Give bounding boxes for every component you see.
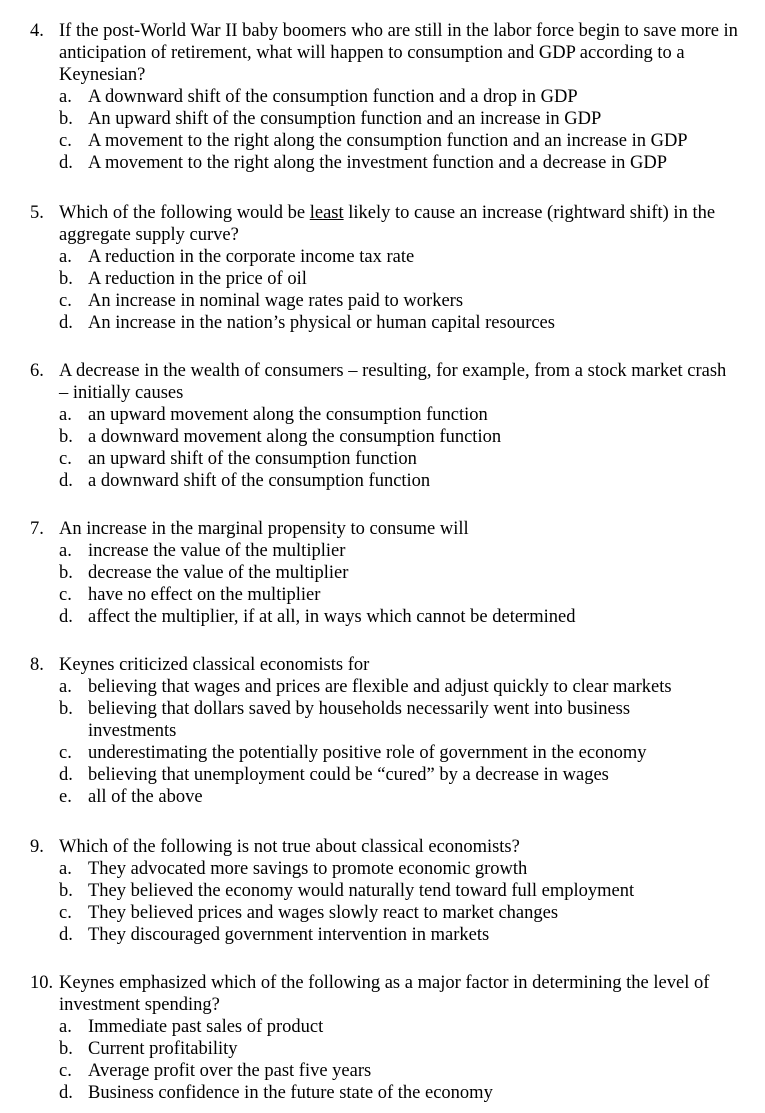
question-stem xyxy=(30,518,740,540)
option-letter: b. xyxy=(59,109,73,129)
answer-options xyxy=(30,404,740,492)
option-text: increase the value of the multiplier xyxy=(88,541,346,561)
question-number: 10. xyxy=(30,973,54,993)
option-text: Business confidence in the future state of the economy xyxy=(88,1083,493,1103)
question-stem xyxy=(30,654,740,676)
option-text: believing that dollars saved by households necessarily went into business investments xyxy=(88,699,631,741)
question-text: Keynes emphasized which of the following as a major factor in determining the level of investment spending? xyxy=(59,973,710,1015)
question-text: A decrease in the wealth of consumers – resulting, for example, from a stock market crash – initially causes xyxy=(59,361,727,403)
option-text: have no effect on the multiplier xyxy=(88,585,321,605)
option-text: underestimating the potentially positive role of government in the economy xyxy=(88,743,647,763)
question-text: Which of the following would be least likely to cause an increase (rightward shift) in the aggregate supply curve? xyxy=(59,203,716,245)
option-text: believing that wages and prices are flexible and adjust quickly to clear markets xyxy=(88,677,672,697)
option-letter: a. xyxy=(59,859,72,879)
option-text: decrease the value of the multiplier xyxy=(88,563,349,583)
option-d xyxy=(30,312,740,334)
question-stem xyxy=(30,20,740,86)
option-b xyxy=(30,880,740,902)
question-9 xyxy=(30,836,740,946)
option-letter: c. xyxy=(59,1061,72,1081)
option-letter: b. xyxy=(59,1039,73,1059)
option-text: A downward shift of the consumption function and a drop in GDP xyxy=(88,87,578,107)
option-letter: c. xyxy=(59,743,72,763)
option-c xyxy=(30,742,740,764)
option-text: an upward shift of the consumption function xyxy=(88,449,417,469)
option-d xyxy=(30,606,740,628)
question-text: If the post-World War II baby boomers who are still in the labor force begin to save more in anticipation of retirement, what will happen to consumption and GDP according to a Keynesian? xyxy=(59,21,738,85)
option-b xyxy=(30,108,740,130)
option-letter: b. xyxy=(59,427,73,447)
option-letter: c. xyxy=(59,585,72,605)
option-letter: a. xyxy=(59,247,72,267)
option-c xyxy=(30,130,740,152)
option-b xyxy=(30,268,740,290)
option-a xyxy=(30,404,740,426)
option-d xyxy=(30,1082,740,1104)
option-text: Immediate past sales of product xyxy=(88,1017,324,1037)
option-text: They believed the economy would naturally tend toward full employment xyxy=(88,881,635,901)
option-text: An upward shift of the consumption function and an increase in GDP xyxy=(88,109,602,129)
option-letter: d. xyxy=(59,925,73,945)
answer-options xyxy=(30,86,740,174)
option-letter: d. xyxy=(59,607,73,627)
option-letter: c. xyxy=(59,291,72,311)
question-stem xyxy=(30,972,740,1016)
option-a xyxy=(30,86,740,108)
question-stem xyxy=(30,360,740,404)
option-letter: c. xyxy=(59,903,72,923)
question-number: 6. xyxy=(30,361,44,381)
option-letter: b. xyxy=(59,269,73,289)
option-d xyxy=(30,764,740,786)
option-d xyxy=(30,924,740,946)
option-letter: a. xyxy=(59,541,72,561)
option-text: A movement to the right along the investment function and a decrease in GDP xyxy=(88,153,668,173)
answer-options xyxy=(30,540,740,628)
question-number: 5. xyxy=(30,203,44,223)
option-d xyxy=(30,152,740,174)
option-text: Current profitability xyxy=(88,1039,238,1059)
option-text: An increase in nominal wage rates paid to workers xyxy=(88,291,464,311)
answer-options xyxy=(30,676,740,808)
question-text: Keynes criticized classical economists for xyxy=(59,655,370,675)
option-text: An increase in the nation’s physical or human capital resources xyxy=(88,313,555,333)
option-text: Average profit over the past five years xyxy=(88,1061,372,1081)
question-6 xyxy=(30,360,740,492)
option-c xyxy=(30,448,740,470)
option-letter: c. xyxy=(59,449,72,469)
option-e xyxy=(30,786,740,808)
emphasis-underline: least xyxy=(309,203,344,223)
option-text: affect the multiplier, if at all, in ways which cannot be determined xyxy=(88,607,576,627)
question-number: 9. xyxy=(30,837,44,857)
option-c xyxy=(30,290,740,312)
option-letter: c. xyxy=(59,131,72,151)
question-7 xyxy=(30,518,740,628)
question-10 xyxy=(30,972,740,1104)
option-letter: a. xyxy=(59,677,72,697)
option-text: They believed prices and wages slowly react to market changes xyxy=(88,903,559,923)
option-a xyxy=(30,540,740,562)
question-text: Which of the following is not true about classical economists? xyxy=(59,837,520,857)
option-a xyxy=(30,676,740,698)
option-b xyxy=(30,562,740,584)
question-stem xyxy=(30,836,740,858)
option-text: believing that unemployment could be “cured” by a decrease in wages xyxy=(88,765,609,785)
option-c xyxy=(30,902,740,924)
option-c xyxy=(30,584,740,606)
question-number: 8. xyxy=(30,655,44,675)
option-letter: a. xyxy=(59,1017,72,1037)
option-text: an upward movement along the consumption function xyxy=(88,405,488,425)
answer-options xyxy=(30,246,740,334)
option-text: They advocated more savings to promote economic growth xyxy=(88,859,528,879)
option-a xyxy=(30,1016,740,1038)
option-text: They discouraged government intervention in markets xyxy=(88,925,490,945)
option-a xyxy=(30,858,740,880)
option-text: A reduction in the price of oil xyxy=(88,269,307,289)
option-letter: d. xyxy=(59,1083,73,1103)
question-number: 4. xyxy=(30,21,44,41)
option-letter: d. xyxy=(59,153,73,173)
option-letter: e. xyxy=(59,787,72,807)
answer-options xyxy=(30,858,740,946)
option-letter: d. xyxy=(59,313,73,333)
option-text: a downward shift of the consumption function xyxy=(88,471,431,491)
option-letter: a. xyxy=(59,87,72,107)
option-letter: b. xyxy=(59,699,73,719)
option-letter: d. xyxy=(59,471,73,491)
option-a xyxy=(30,246,740,268)
option-letter: d. xyxy=(59,765,73,785)
option-d xyxy=(30,470,740,492)
option-text: A movement to the right along the consumption function and an increase in GDP xyxy=(88,131,688,151)
question-4 xyxy=(30,20,740,174)
option-letter: b. xyxy=(59,563,73,583)
question-text: An increase in the marginal propensity to consume will xyxy=(59,519,469,539)
option-letter: b. xyxy=(59,881,73,901)
option-text: all of the above xyxy=(88,787,203,807)
option-b xyxy=(30,426,740,448)
answer-options xyxy=(30,1016,740,1104)
question-5 xyxy=(30,202,740,334)
option-text: A reduction in the corporate income tax rate xyxy=(88,247,415,267)
question-number: 7. xyxy=(30,519,44,539)
option-b xyxy=(30,1038,740,1060)
option-text: a downward movement along the consumption function xyxy=(88,427,502,447)
option-letter: a. xyxy=(59,405,72,425)
question-stem xyxy=(30,202,740,246)
question-8 xyxy=(30,654,740,808)
option-b xyxy=(30,698,740,742)
option-c xyxy=(30,1060,740,1082)
